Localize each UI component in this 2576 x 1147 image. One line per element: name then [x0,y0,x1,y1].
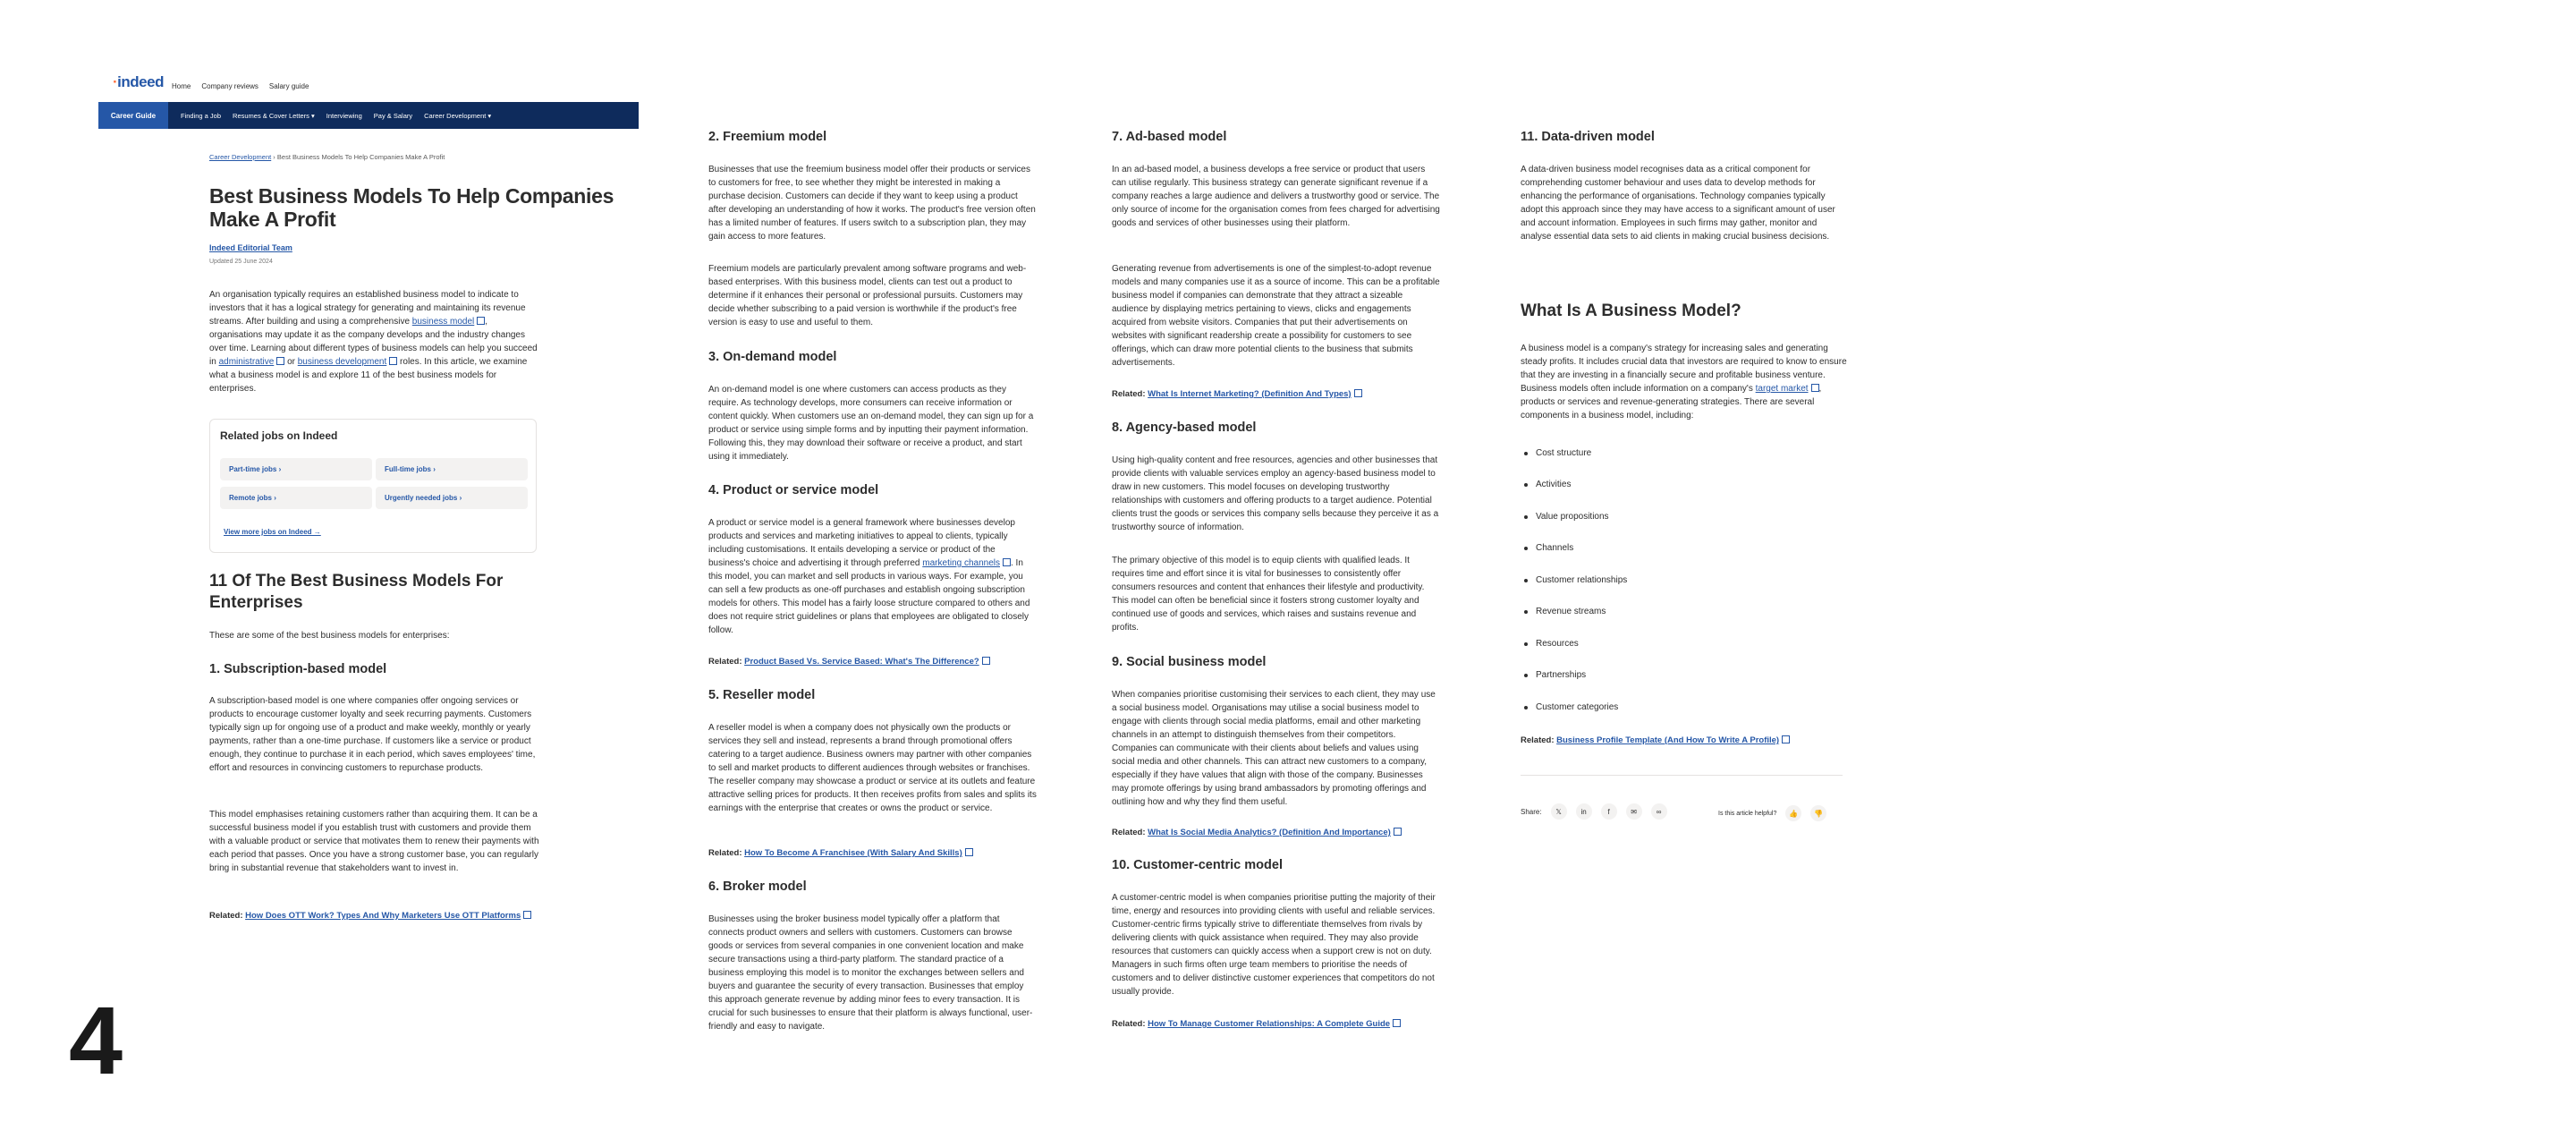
model-10-paragraph-1: A customer-centric model is when companies prioritise putting the majority of their time, energy and resources into providing clients with useful and reliable services. Customer-centric firms typically strive to differentiate themselves from rivals by delivering clients with quick assistance when required. They may also provide resources that customers can quickly access when a support crew is not on duty. Managers in such firms often urge team members to prioritise the needs of customers and to deliver distinctive customer experiences that competitors do not usually provide. [1112,893,1436,997]
model-7-paragraph-2: Generating revenue from advertisements is one of the simplest-to-adopt revenue models and many companies use it as a source of income. This can be a profitable business model if companies can demonstrate that they attract a sizeable audience by displaying metrics pertaining to views, clicks and engagements acquired from website visitors. Companies that put their advertisements on websites with significant readership create a possibility for customers to see offerings, which can draw more potential clients to the business that submits advertisements. [1112,264,1440,368]
related-link-business-profile: Related: Business Profile Template (And How To Write A Profile) [1521,735,1790,745]
model-7-heading: 7. Ad-based model [1112,130,1227,144]
nav-company-reviews[interactable]: Company reviews [201,82,258,90]
model-11-paragraph-1: A data-driven business model recognises data as a critical component for comprehending customer behaviour and uses data to develop methods for enhancing the performance of organisations. Technology companies typically adopt this approach since they may have access to a significant amount of user and account information. Employees in such firms may gather, monitor and analyse essential data sets to aid clients in making crucial business decisions. [1521,165,1835,242]
model-1-heading: 1. Subscription-based model [209,662,387,676]
model-8-paragraph-2: The primary objective of this model is to equip clients with qualified leads. It requires time and effort since it is vital for businesses to consistently offer consumers resources and content that enhances their lifestyle and productivity. This model can often be beneficial since it fosters strong customer loyalty and continued use of goods and services, which raises and sustains revenue and profits. [1112,556,1425,633]
related-internet-marketing-link[interactable]: What Is Internet Marketing? (Definition And Types) [1148,389,1352,399]
external-link-icon [1811,384,1819,392]
model-6-heading: 6. Broker model [708,879,807,894]
related-social-media-analytics-link[interactable]: What Is Social Media Analytics? (Definition And Importance) [1148,828,1391,837]
full-time-jobs-link[interactable]: Full-time jobs › [376,458,528,480]
nav-home[interactable]: Home [172,82,191,90]
linkedin-icon[interactable]: in [1576,803,1592,820]
subnav-resumes[interactable]: Resumes & Cover Letters ▾ [233,111,315,120]
external-link-icon [1393,1019,1401,1027]
marketing-channels-link[interactable]: marketing channels [922,558,1000,568]
nav-salary-guide[interactable]: Salary guide [268,82,309,90]
target-market-link[interactable]: target market [1755,384,1809,394]
subnav-pay-salary[interactable]: Pay & Salary [373,111,413,120]
external-link-icon [1394,828,1402,836]
what-is-paragraph: A business model is a company's strategy for increasing sales and generating steady profits. It includes crucial data that investors are required to know to ensure that they are investing in a financially secure and profitable business venture. Business models often include information on a company's target market , products or services and revenue-generating strategies. There are several components in a business model, including: [1521,344,1847,421]
thumbs-down-icon[interactable]: 👎 [1810,805,1826,821]
indeed-logo[interactable]: ·indeed [113,73,164,90]
breadcrumb-parent[interactable]: Career Development [209,153,272,161]
related-link-7: Related: What Is Internet Marketing? (Definition And Types) [1112,389,1362,399]
related-customer-relationships-link[interactable]: How To Manage Customer Relationships: A Complete Guide [1148,1019,1391,1029]
model-11-heading: 11. Data-driven model [1521,130,1655,144]
career-guide-button[interactable]: Career Guide [98,102,168,129]
model-2-paragraph-2: Freemium models are particularly prevalent among software programs and web-based enterprises. With this business model, clients can test out a product to determine if it enhances their personal or professional pursuits. Customers may decide whether subscribing to a paid version is worthwhile if the product's free version is easy to use and useful to them. [708,264,1027,327]
related-business-profile-link[interactable]: Business Profile Template (And How To Write A Profile) [1556,735,1780,745]
external-link-icon [1003,558,1011,566]
external-link-icon [477,317,485,325]
model-7-paragraph-1: In an ad-based model, a business develops a free service or product that users can utilise regularly. This business strategy can generate significant revenue if a company reaches a large audience and delivers a trustworthy good or service. The only source of income for the organisation comes from fees charged for advertising goods and services of other businesses using their platform. [1112,165,1440,228]
page-title: Best Business Models To Help Companies Make A Profit [209,184,614,231]
external-link-icon [389,357,397,365]
subnav-career-development[interactable]: Career Development ▾ [424,111,492,120]
model-8-paragraph-1: Using high-quality content and free resources, agencies and other businesses that provide clients with valuable services employ an agency-based business model to draw in new customers. This model focuses on developing trustworthy relationships with customers and offering products to a target audience. Potential clients trust the goods or services this company sells because they perceive it as a trustworthy source of information. [1112,455,1439,532]
view-more-jobs-link[interactable]: View more jobs on Indeed → [224,528,321,536]
external-link-icon [982,657,990,665]
page-number: 4 [69,986,123,1094]
breadcrumb-current: Best Business Models To Help Companies Make A Profit [276,153,445,161]
external-link-icon [965,848,973,856]
model-9-heading: 9. Social business model [1112,655,1267,669]
helpful-label: Is this article helpful? [1718,810,1777,817]
model-2-heading: 2. Freemium model [708,130,827,144]
model-5-paragraph-1: A reseller model is when a company does not physically own the products or services they sell and instead, represents a brand through promotional offers catering to a target audience. Business owners may partner with other companies to sell and market products to different audiences through websites or franchises. The reseller company may showcase a product or service at its outlets and feature attractive selling prices for products. It then receives profits from sales and splits its earnings with the enterprise that creates or owns the product or service. [708,723,1037,813]
external-link-icon [1354,389,1362,397]
administrative-link[interactable]: administrative [218,357,275,367]
model-10-heading: 10. Customer-centric model [1112,858,1283,872]
model-6-paragraph-1: Businesses using the broker business model typically offer a platform that connects product owners and sellers with customers. Customers can browse goods or services from several companies in one convenient location and make secure transactions using a third-party platform. The standard practice of a business employing this model is to monitor the exchanges between sellers and buyers and guarantee the security of every transaction. Businesses that employ this approach generate revenue by adding minor fees to every transaction. It is crucial for such businesses to ensure that their platform is always functional, user-friendly and easy to navigate. [708,914,1033,1032]
top-nav [172,82,309,90]
business-development-link[interactable]: business development [297,357,387,367]
related-franchisee-link[interactable]: How To Become A Franchisee (With Salary And Skills) [744,848,962,858]
list-item: Partnerships [1521,670,1586,680]
related-product-service-link[interactable]: Product Based Vs. Service Based: What's The Difference? [744,657,979,667]
model-3-heading: 3. On-demand model [708,350,837,364]
list-item: Revenue streams [1521,607,1606,616]
model-9-paragraph-1: When companies prioritise customising their services to each client, they may use a social business model. Organisations may utilise a social business model to engage with clients through social media platforms, email and other marketing channels in an attempt to distinguish themselves from their competitors. Companies can communicate with their clients about beliefs and values using social media and other channels. This can attract new customers to a company, especially if they have values that align with those of the company. Businesses may promote offerings by using brand ambassadors by promoting offerings and outlining how and why they find them useful. [1112,690,1436,807]
related-ott-link[interactable]: How Does OTT Work? Types And Why Marketers Use OTT Platforms [245,911,521,921]
subnav-interviewing[interactable]: Interviewing [326,111,362,120]
list-item: Activities [1521,480,1571,489]
email-icon[interactable]: ✉ [1626,803,1642,820]
divider [1521,775,1843,776]
list-item: Resources [1521,639,1579,649]
sub-nav [181,102,491,129]
section-11-heading: 11 Of The Best Business Models For Enterprises [209,572,504,612]
list-item: Customer relationships [1521,575,1627,585]
section-11-lead: These are some of the best business models for enterprises: [209,631,450,641]
model-8-heading: 8. Agency-based model [1112,421,1257,435]
updated-date: Updated 25 June 2024 [209,259,273,265]
facebook-icon[interactable]: f [1601,803,1617,820]
link-icon[interactable]: ∞ [1651,803,1667,820]
author-link[interactable]: Indeed Editorial Team [209,243,292,252]
external-link-icon [1782,735,1790,743]
model-4-paragraph-1: A product or service model is a general framework where businesses develop products and services and marketing initiatives to appeal to clients, typically including customisations. It entails developing a service or product of the business's choice and advertising it through preferred marketing channels . In this model, you can market and sell products in various ways. For example, you can sell a few products as one-off purchases and establish ongoing subscription models for others. This model has a fairly loose structure compared to others and does not require strict guidelines or plans that employees are obligated to closely follow. [708,518,1030,635]
related-link-5: Related: How To Become A Franchisee (With Salary And Skills) [708,848,973,858]
part-time-jobs-link[interactable]: Part-time jobs › [220,458,372,480]
list-item: Cost structure [1521,448,1591,458]
model-5-heading: 5. Reseller model [708,688,816,702]
breadcrumb: Career Development › Best Business Models To Help Companies Make A Profit [209,153,445,161]
subnav-finding-a-job[interactable]: Finding a Job [181,111,222,120]
urgently-needed-jobs-link[interactable]: Urgently needed jobs › [376,487,528,509]
model-1-paragraph-1: A subscription-based model is one where companies offer ongoing services or products to encourage customer loyalty and seek recurring payments. Customers typically sign up for ongoing use of a product and make weekly, monthly or yearly payments, rather than a one-time purchase. If customers like a service or product enough, they continue to purchase it in each period, which saves employees' time, effort and resources in convincing customers to repurchase products. [209,696,536,773]
list-item: Channels [1521,543,1573,553]
external-link-icon [276,357,284,365]
model-2-paragraph-1: Businesses that use the freemium business model offer their products or services to customers for free, to see whether they might be interested in making a purchase decision. Customers can decide if they want to keep using a product after developing an understanding of how it works. The product's free version often has a limited number of features. If users switch to a subscription plan, they may gain access to more features. [708,165,1036,242]
related-link-1: Related: How Does OTT Work? Types And Why Marketers Use OTT Platforms [209,909,540,922]
list-item: Customer categories [1521,702,1618,712]
helpful-prompt [1718,805,1826,821]
related-link-9: Related: What Is Social Media Analytics? (Definition And Importance) [1112,828,1402,837]
related-link-4: Related: Product Based Vs. Service Based: What's The Difference? [708,657,990,667]
model-1-paragraph-2: This model emphasises retaining customers rather than acquiring them. It can be a successful business model if you establish trust with customers and provide them with a valuable product or service that motivates them to renew their payments with each period that passes. Once you have a strong customer base, you can regularly bring in substantial revenue that stakeholders want to invest in. [209,810,539,873]
model-3-paragraph-1: An on-demand model is one where customers can access products as they require. As technology develops, more consumers can receive information or content quickly. When customers use an on-demand model, they can sign up for a product or service using simple forms and by inputting their payment information. Following this, they may download their software or receive a product, and start using it immediately. [708,385,1034,462]
remote-jobs-link[interactable]: Remote jobs › [220,487,372,509]
twitter-icon[interactable]: 𝕏 [1551,803,1567,820]
external-link-icon [523,911,531,919]
model-4-heading: 4. Product or service model [708,483,879,497]
intro-paragraph: An organisation typically requires an established business model to indicate to investors that it has a logical strategy for generating and maintaining its revenue streams. After building and using a comprehensive business model , organisations may update it as the company develops and the industry changes over time. Learning about different types of business models can help you succeed in administrative or business development roles. In this article, we examine what a business model is and explore 11 of the best business models for enterprises. [209,290,538,394]
business-model-link[interactable]: business model [411,317,475,327]
related-jobs-title: Related jobs on Indeed [220,429,338,442]
list-item: Value propositions [1521,512,1609,522]
what-is-heading: What Is A Business Model? [1521,302,1741,320]
share-label: Share: [1521,807,1542,816]
share-bar [1521,803,1667,820]
thumbs-up-icon[interactable]: 👍 [1785,805,1801,821]
related-link-10: Related: How To Manage Customer Relationships: A Complete Guide [1112,1019,1401,1029]
